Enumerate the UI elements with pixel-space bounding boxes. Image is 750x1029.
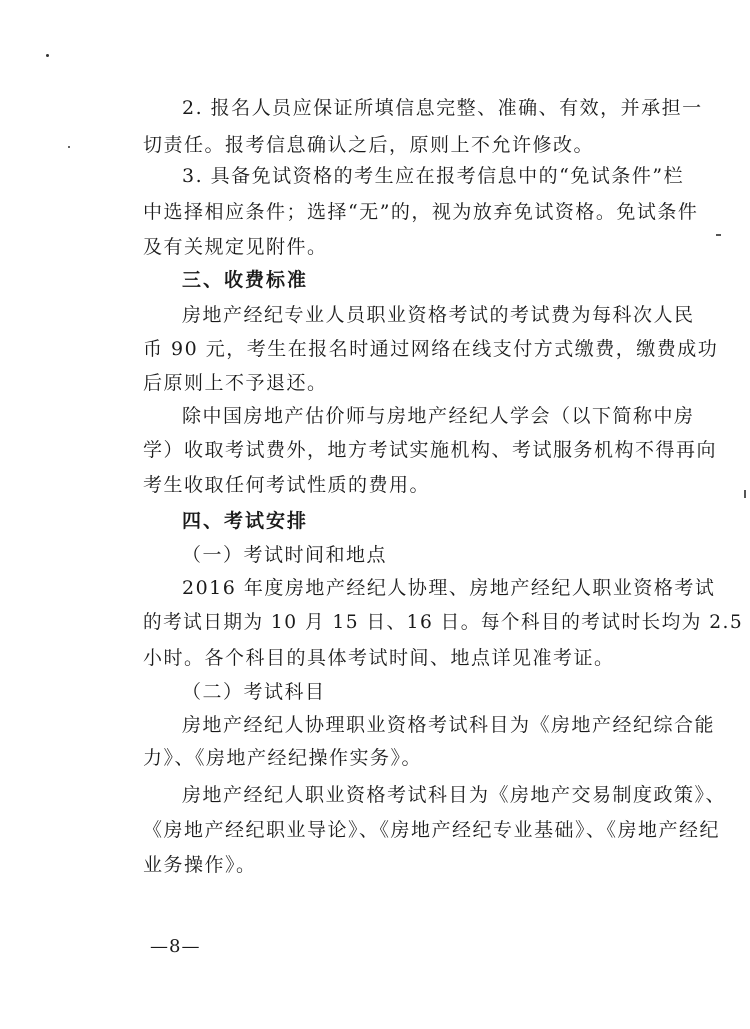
paragraph-line: 币 90 元，考生在报名时通过网络在线支付方式缴费，缴费成功 bbox=[143, 338, 719, 360]
paragraph-line: 房地产经纪人协理职业资格考试科目为《房地产经纪综合能 bbox=[182, 714, 716, 736]
paragraph-line: 的考试日期为 10 月 15 日、16 日。每个科目的考试时长均为 2.5 bbox=[143, 611, 744, 633]
scan-speck bbox=[46, 54, 49, 57]
paragraph-line: 中选择相应条件；选择“无”的，视为放弃免试资格。免试条件 bbox=[143, 201, 699, 223]
paragraph-line: 小时。各个科目的具体考试时间、地点详见准考证。 bbox=[143, 647, 615, 669]
scan-mark bbox=[716, 234, 721, 236]
paragraph-line: 房地产经纪专业人员职业资格考试的考试费为每科次人民 bbox=[182, 304, 695, 326]
paragraph-line: 房地产经纪人职业资格考试科目为《房地产交易制度政策》、 bbox=[182, 784, 727, 806]
section-heading: 三、收费标准 bbox=[182, 269, 309, 291]
paragraph-line: 力》、《房地产经纪操作实务》。 bbox=[143, 747, 423, 769]
paragraph-line: 《房地产经纪职业导论》、《房地产经纪专业基础》、《房地产经纪 bbox=[143, 819, 721, 841]
paragraph-line: 除中国房地产估价师与房地产经纪人学会（以下简称中房 bbox=[182, 405, 695, 427]
paragraph-line: 及有关规定见附件。 bbox=[143, 236, 328, 258]
page-number: —8— bbox=[150, 936, 201, 957]
section-heading: 四、考试安排 bbox=[182, 510, 309, 532]
paragraph-line: 后原则上不予退还。 bbox=[143, 372, 328, 394]
paragraph-line: 2016 年度房地产经纪人协理、房地产经纪人职业资格考试 bbox=[182, 577, 716, 599]
paragraph-line: 切责任。报考信息确认之后，原则上不允许修改。 bbox=[143, 134, 595, 156]
subsection-heading: （一）考试时间和地点 bbox=[182, 544, 388, 566]
paragraph-line: 2. 报名人员应保证所填信息完整、准确、有效，并承担一 bbox=[182, 97, 703, 119]
paragraph-line: 考生收取任何考试性质的费用。 bbox=[143, 474, 431, 496]
paragraph-line: 学）收取考试费外，地方考试实施机构、考试服务机构不得再向 bbox=[143, 439, 718, 461]
paragraph-line: 3. 具备免试资格的考生应在报考信息中的“免试条件”栏 bbox=[182, 165, 685, 187]
subsection-heading: （二）考试科目 bbox=[182, 681, 326, 703]
paragraph-line: 业务操作》。 bbox=[143, 854, 257, 876]
scan-mark bbox=[744, 490, 746, 498]
scan-speck bbox=[68, 146, 70, 148]
